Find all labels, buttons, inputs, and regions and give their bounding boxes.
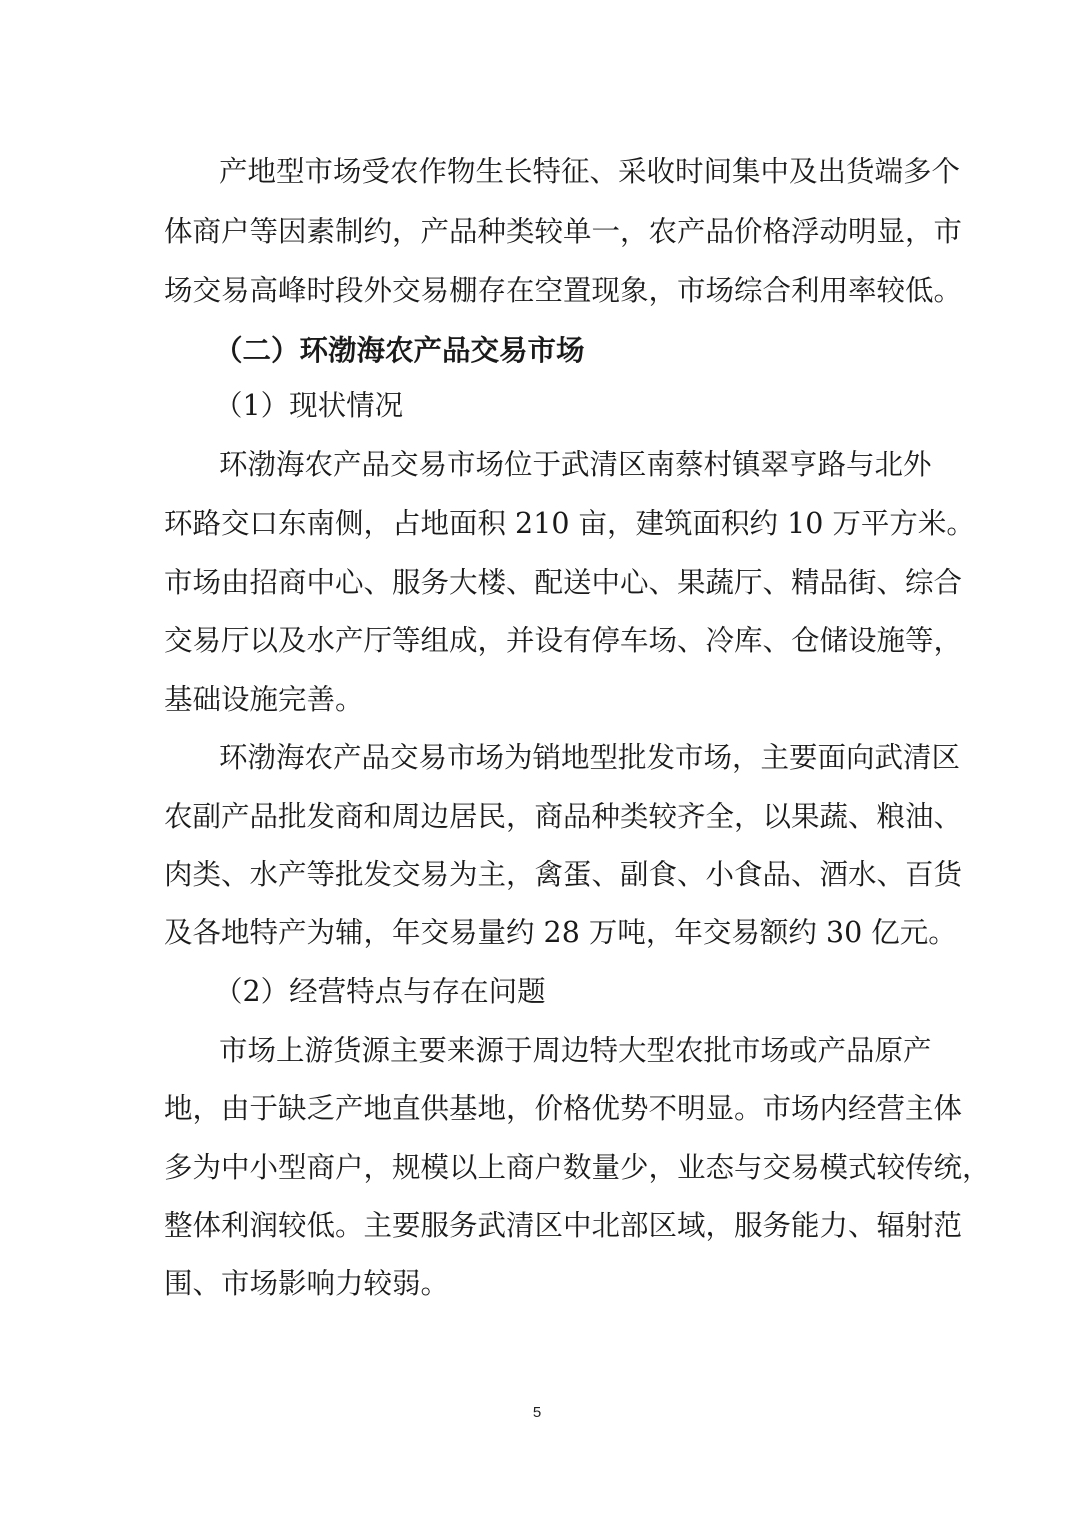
paragraph-line: 多为中小型商户，规模以上商户数量少，业态与交易模式较传统， <box>164 1151 991 1184</box>
paragraph-line: 环渤海农产品交易市场位于武清区南蔡村镇翠亨路与北外 <box>219 448 932 481</box>
paragraph-line: 场交易高峰时段外交易棚存在空置现象，市场综合利用率较低。 <box>164 274 963 307</box>
paragraph-line: 围、市场影响力较弱。 <box>164 1267 450 1300</box>
subsection-heading: （2）经营特点与存在问题 <box>214 975 546 1008</box>
paragraph-line: 产地型市场受农作物生长特征、采收时间集中及出货端多个 <box>219 155 961 188</box>
paragraph-line: 体商户等因素制约，产品种类较单一，农产品价格浮动明显，市 <box>164 215 963 248</box>
paragraph-line: 基础设施完善。 <box>164 683 364 716</box>
paragraph-line: 农副产品批发商和周边居民，商品种类较齐全，以果蔬、粮油、 <box>164 800 963 833</box>
paragraph-line: 市场上游货源主要来源于周边特大型农批市场或产品原产 <box>219 1034 932 1067</box>
paragraph-line: 肉类、水产等批发交易为主，禽蛋、副食、小食品、酒水、百货 <box>164 858 963 891</box>
paragraph-line: 市场由招商中心、服务大楼、配送中心、果蔬厅、精品街、综合 <box>164 566 963 599</box>
paragraph-line: 环渤海农产品交易市场为销地型批发市场，主要面向武清区 <box>219 741 961 774</box>
paragraph-line: 环路交口东南侧，占地面积 210 亩，建筑面积约 10 万平方米。 <box>164 507 975 540</box>
paragraph-line: 及各地特产为辅，年交易量约 28 万吨，年交易额约 30 亿元。 <box>164 916 957 949</box>
paragraph-line: 交易厅以及水产厅等组成，并设有停车场、冷库、仓储设施等， <box>164 624 963 657</box>
page-number: 5 <box>532 1404 542 1421</box>
subsection-heading: （1）现状情况 <box>214 389 404 422</box>
section-heading: （二）环渤海农产品交易市场 <box>214 333 585 367</box>
paragraph-line: 整体利润较低。主要服务武清区中北部区域，服务能力、辐射范 <box>164 1209 963 1242</box>
paragraph-line: 地，由于缺乏产地直供基地，价格优势不明显。市场内经营主体 <box>164 1092 963 1125</box>
